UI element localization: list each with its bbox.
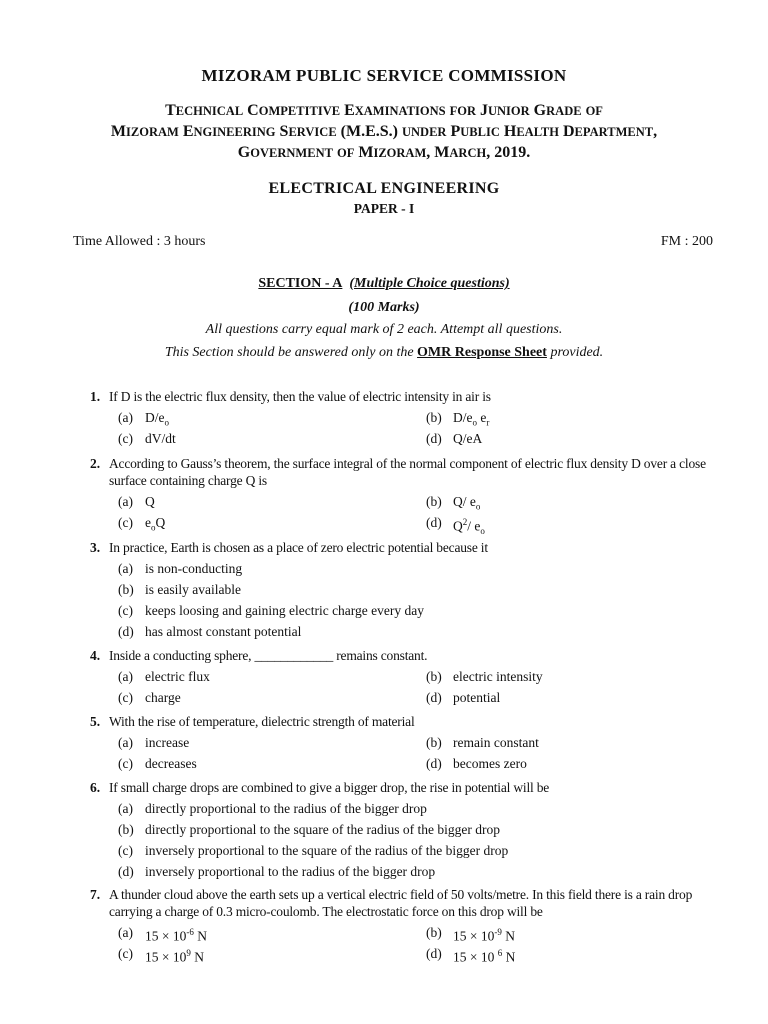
commission-title: MIZORAM PUBLIC SERVICE COMMISSION: [201, 66, 567, 85]
option-text: potential: [453, 690, 501, 705]
option-text: Q/ $e_o$: [453, 494, 481, 512]
paper-title: PAPER - I: [353, 201, 415, 216]
section-title-italic: (Multiple Choice questions): [349, 276, 510, 291]
instruction-2-pre: This Section should be answered only on the: [164, 345, 418, 360]
question-text: In practice, Earth is chosen as a place of zero electric potential because it: [109, 540, 488, 555]
option-text: remain constant: [453, 735, 539, 750]
option-text: inversely proportional to the square of the radius of the bigger drop: [145, 843, 509, 858]
question-number: 6.: [90, 780, 101, 795]
exam-line-2: MIZORAM ENGINEERING SERVICE (M.E.S.) UNDER PUBLIC HEALTH DEPARTMENT,: [110, 123, 658, 140]
exam-line-3: GOVERNMENT OF MIZORAM, MARCH, 2019.: [237, 144, 531, 161]
option-text: directly proportional to the square of the radius of the bigger drop: [145, 822, 501, 837]
option-text: decreases: [145, 756, 197, 771]
option-label: (b): [426, 410, 442, 425]
instruction-1: All questions carry equal mark of 2 each. Attempt all questions.: [205, 322, 563, 337]
option-label: (d): [118, 864, 134, 879]
option-text: is easily available: [145, 582, 241, 597]
question-text: A thunder cloud above the earth sets up a vertical electric field of 50 volts/metre. In this field there is a rain drop carrying a charge of 0.3 micro-coulomb. The electrostatic force on this drop will be: [109, 887, 693, 919]
option-label: (b): [118, 822, 134, 837]
option-text: $Q^2/$ $e_o$: [453, 517, 485, 537]
question-text: According to Gauss’s theorem, the surface integral of the normal component of electric flux density D over a close surface containing charge Q is: [109, 456, 706, 488]
option-text: keeps loosing and gaining electric charge every day: [145, 603, 425, 618]
option-text: $15 \times 10^{-6}$ N: [145, 927, 207, 944]
option-label: (b): [426, 494, 442, 509]
option-label: (a): [118, 735, 133, 750]
question-text: With the rise of temperature, dielectric strength of material: [109, 714, 415, 729]
subject-title: ELECTRICAL ENGINEERING: [268, 180, 500, 197]
option-text: dV/dt: [145, 431, 176, 446]
exam-line-1: TECHNICAL COMPETITIVE EXAMINATIONS FOR JUNIOR GRADE OF: [165, 102, 603, 119]
question-number: 5.: [90, 714, 101, 729]
option-text: Q: [145, 494, 155, 509]
option-text: directly proportional to the radius of the bigger drop: [145, 801, 427, 816]
option-text: $15 \times 10^{-9}$ N: [453, 927, 515, 944]
option-label: (d): [426, 946, 442, 961]
option-label: (c): [118, 431, 133, 446]
option-label: (d): [426, 515, 442, 530]
option-text: has almost constant potential: [145, 624, 302, 639]
option-label: (a): [118, 494, 133, 509]
option-text: 15 × 10 $^6$ N: [453, 948, 516, 965]
question-text: Inside a conducting sphere, ____________ remains constant.: [109, 648, 428, 663]
section-title-plain: SECTION - A: [258, 276, 343, 291]
option-label: (c): [118, 946, 133, 961]
option-text: $e_oQ$: [145, 515, 166, 533]
option-label: (c): [118, 603, 133, 618]
option-label: (a): [118, 561, 133, 576]
option-label: (b): [426, 735, 442, 750]
option-label: (b): [426, 669, 442, 684]
option-label: (a): [118, 410, 133, 425]
question-number: 7.: [90, 887, 101, 902]
option-text: inversely proportional to the radius of the bigger drop: [145, 864, 436, 879]
instruction-2: [0, 345, 768, 361]
option-label: (b): [426, 925, 442, 940]
question-number: 4.: [90, 648, 101, 663]
option-label: (b): [118, 582, 134, 597]
instruction-2-post: provided.: [546, 345, 604, 360]
question-number: 2.: [90, 456, 101, 471]
option-text: $D/e_o$ $e_r$: [453, 410, 490, 428]
option-text: Q/eA: [453, 431, 483, 446]
time-allowed: Time Allowed : 3 hours: [73, 234, 206, 249]
option-text: $D/e_o$: [145, 410, 169, 428]
section-title: [0, 276, 768, 292]
option-label: (c): [118, 843, 133, 858]
option-text: becomes zero: [453, 756, 527, 771]
option-label: (a): [118, 801, 133, 816]
option-text: electric flux: [145, 669, 210, 684]
option-text: $15 \times 10^9$ N: [145, 948, 204, 965]
option-label: (a): [118, 925, 133, 940]
option-label: (d): [426, 756, 442, 771]
question-text: If D is the electric flux density, then the value of electric intensity in air is: [109, 389, 491, 404]
option-label: (d): [118, 624, 134, 639]
option-label: (c): [118, 690, 133, 705]
section-marks: (100 Marks): [348, 300, 420, 315]
option-text: electric intensity: [453, 669, 543, 684]
option-label: (c): [118, 515, 133, 530]
full-marks: FM : 200: [660, 234, 713, 249]
question-number: 3.: [90, 540, 101, 555]
question-number: 1.: [90, 389, 101, 404]
question-text: If small charge drops are combined to give a bigger drop, the rise in potential will be: [109, 780, 550, 795]
option-label: (d): [426, 690, 442, 705]
option-label: (c): [118, 756, 133, 771]
omr-sheet-label: OMR Response Sheet: [417, 345, 547, 360]
option-label: (a): [118, 669, 133, 684]
option-text: increase: [145, 735, 190, 750]
option-text: charge: [145, 690, 181, 705]
option-label: (d): [426, 431, 442, 446]
option-text: is non-conducting: [145, 561, 243, 576]
